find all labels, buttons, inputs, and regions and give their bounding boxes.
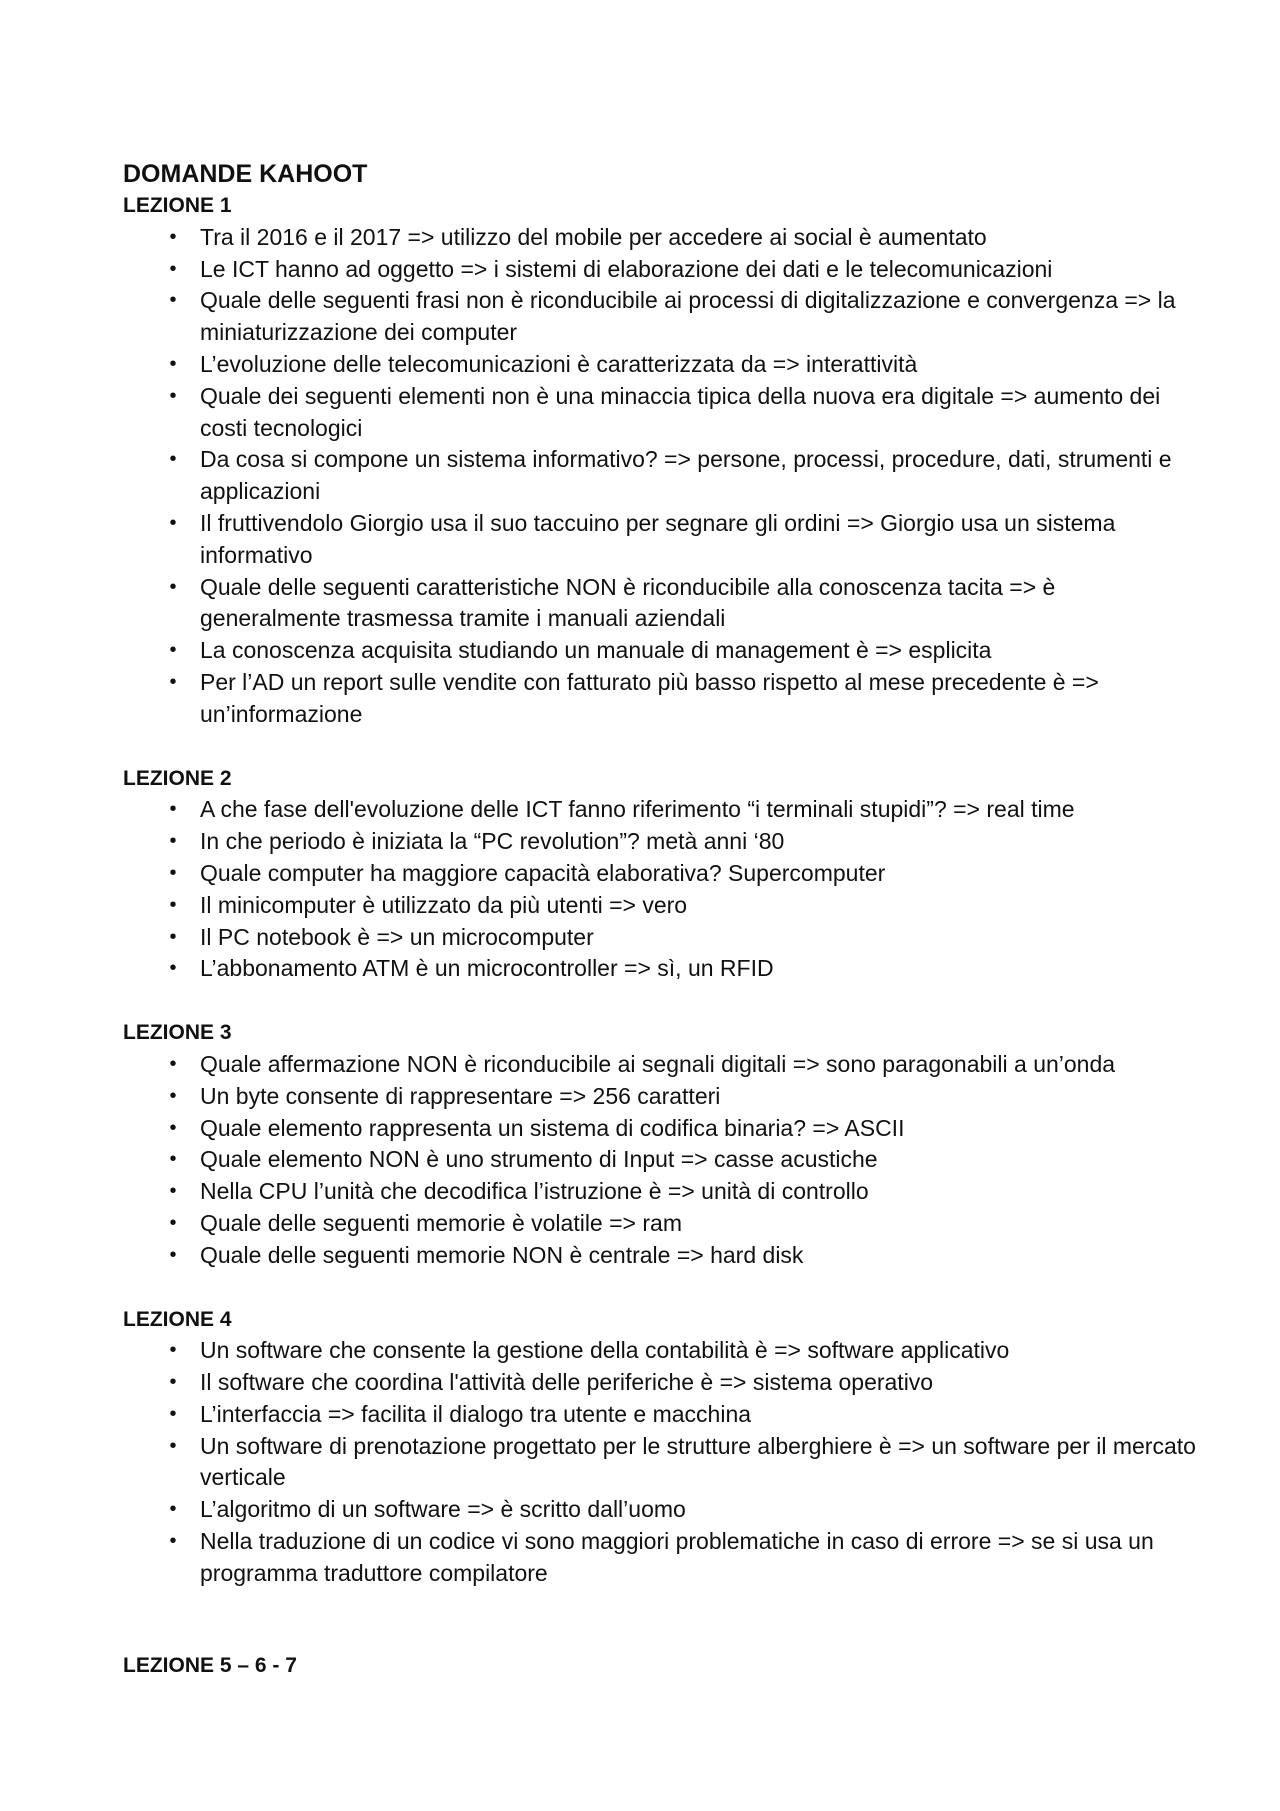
sections-container [123,190,1196,1681]
bullet-icon: • [169,1402,177,1425]
bullet-icon: • [169,670,177,693]
bullet-icon: • [169,225,177,248]
list-item-text: Quale delle seguenti memorie è volatile => ram [200,1209,682,1236]
list-item [123,953,1200,985]
list-item [123,1335,1200,1367]
list-item [123,222,1200,254]
list-item [123,922,1200,954]
list-item [123,1208,1200,1240]
list-item-text: La conoscenza acquisita studiando un manuale di management è => esplicita [200,637,992,664]
bullet-icon: • [169,957,177,980]
list-item-text: L’evoluzione delle telecomunicazioni è caratterizzata da => interattività [200,350,918,377]
list-item-text: Il PC notebook è => un microcomputer [200,923,594,950]
section-heading: LEZIONE 5 – 6 - 7 [123,1653,297,1677]
list-item [123,1081,1200,1113]
list-item [123,444,1200,508]
document-title: DOMANDE KAHOOT [123,160,368,188]
bullet-icon: • [169,1243,177,1266]
bullet-icon: • [169,639,177,662]
list-item-text: Da cosa si compone un sistema informativo? => persone, processi, procedure, dati, strumenti e applicazioni [200,446,1172,505]
list-item [123,349,1200,381]
list-item-text: Nella traduzione di un codice vi sono maggiori problematiche in caso di errore => se si usa un programma traduttore compilatore [200,1528,1154,1586]
document-page [123,158,1196,1681]
bullet-icon: • [169,575,177,598]
list-item [123,858,1200,890]
bullet-icon: • [169,1434,177,1457]
bullet-icon: • [169,448,177,471]
bullet-icon: • [169,1084,177,1107]
list-item-text: A che fase dell'evoluzione delle ICT fanno riferimento “i terminali stupidi”? => real time [200,796,1075,823]
list-item [123,285,1200,349]
bullet-icon: • [169,1530,177,1553]
list-item [123,1144,1200,1176]
section-heading: LEZIONE 2 [123,766,232,790]
list-item-text: Nella CPU l’unità che decodifica l’istruzione è => unità di controllo [200,1178,869,1205]
list-item-text: L’abbonamento ATM è un microcontroller => sì, un RFID [200,955,774,982]
bullet-icon: • [169,1180,177,1203]
bullet-icon: • [169,384,177,407]
bullet-icon: • [169,1116,177,1139]
list-item [123,1176,1200,1208]
bullet-icon: • [169,257,177,280]
bullet-icon: • [169,289,177,312]
list-item [123,572,1200,636]
list-item [123,254,1200,286]
list-item-text: Un software che consente la gestione della contabilità è => software applicativo [200,1337,1010,1364]
question-list [123,222,1176,731]
list-item [123,826,1200,858]
list-item [123,794,1200,826]
lesson-section [123,1650,1173,1682]
list-item [123,667,1200,731]
list-item-text: Quale affermazione NON è riconducibile ai segnali digitali => sono paragonabili a un’onda [200,1050,1116,1077]
list-item-text: Le ICT hanno ad oggetto => i sistemi di elaborazione dei dati e le telecomunicazioni [200,255,1053,282]
bullet-icon: • [169,1371,177,1394]
list-item [123,381,1200,445]
lesson-section [123,190,1176,731]
list-item-text: In che periodo è iniziata la “PC revolution”? metà anni ‘80 [200,828,785,855]
bullet-icon: • [169,1498,177,1521]
list-item-text: Quale elemento NON è uno strumento di Input => casse acustiche [200,1146,878,1173]
list-item-text: Tra il 2016 e il 2017 => utilizzo del mobile per accedere ai social è aumentato [200,223,987,250]
section-heading: LEZIONE 3 [123,1021,232,1045]
list-item [123,1367,1200,1399]
list-item [123,1049,1200,1081]
bullet-icon: • [169,798,177,821]
list-item-text: Quale dei seguenti elementi non è una minaccia tipica della nuova era digitale => aumento dei costi tecnologici [200,382,1161,441]
bullet-icon: • [169,925,177,948]
list-item-text: Quale computer ha maggiore capacità elaborativa? Supercomputer [200,859,886,886]
list-item [123,635,1200,667]
list-item [123,890,1200,922]
list-item [123,1431,1200,1495]
question-list [123,794,1173,985]
section-heading: LEZIONE 1 [123,194,232,217]
list-item [123,1113,1200,1145]
list-item [123,1526,1200,1590]
list-item-text: Un software di prenotazione progettato per le strutture alberghiere è => un software per il mercato verticale [200,1432,1196,1491]
list-item-text: L’algoritmo di un software => è scritto dall’uomo [200,1496,686,1523]
list-item-text: Quale delle seguenti memorie NON è centrale => hard disk [200,1241,804,1268]
lesson-section [123,1017,1173,1271]
bullet-icon: • [169,1211,177,1234]
bullet-icon: • [169,830,177,853]
list-item [123,1399,1200,1431]
bullet-icon: • [169,511,177,534]
list-item-text: Il minicomputer è utilizzato da più utenti => vero [200,891,688,918]
list-item-text: Per l’AD un report sulle vendite con fatturato più basso rispetto al mese precedente è => un’informazione [200,668,1099,727]
list-item [123,1494,1200,1526]
list-item-text: Il software che coordina l'attività delle periferiche è => sistema operativo [200,1369,934,1396]
question-list [123,1049,1173,1272]
list-item-text: Quale elemento rappresenta un sistema di codifica binaria? => ASCII [200,1114,905,1141]
bullet-icon: • [169,352,177,375]
bullet-icon: • [169,1148,177,1171]
list-item-text: Il fruttivendolo Giorgio usa il suo taccuino per segnare gli ordini => Giorgio usa un sistema informativo [200,509,1116,568]
list-item-text: Quale delle seguenti caratteristiche NON è riconducibile alla conoscenza tacita => è generalmente trasmessa tramite i manuali aziendali [200,573,1056,632]
lesson-section [123,763,1173,986]
lesson-section [123,1304,1196,1590]
bullet-icon: • [169,1052,177,1075]
bullet-icon: • [169,893,177,916]
list-item [123,508,1200,572]
section-heading: LEZIONE 4 [123,1307,232,1331]
list-item [123,1240,1200,1272]
question-list [123,1335,1196,1589]
list-item-text: Quale delle seguenti frasi non è riconducibile ai processi di digitalizzazione e convergenza => la miniaturizzazione dei computer [200,287,1176,346]
list-item-text: L’interfaccia => facilita il dialogo tra utente e macchina [200,1400,752,1427]
list-item-text: Un byte consente di rappresentare => 256 caratteri [200,1082,721,1109]
bullet-icon: • [169,1339,177,1362]
bullet-icon: • [169,861,177,884]
